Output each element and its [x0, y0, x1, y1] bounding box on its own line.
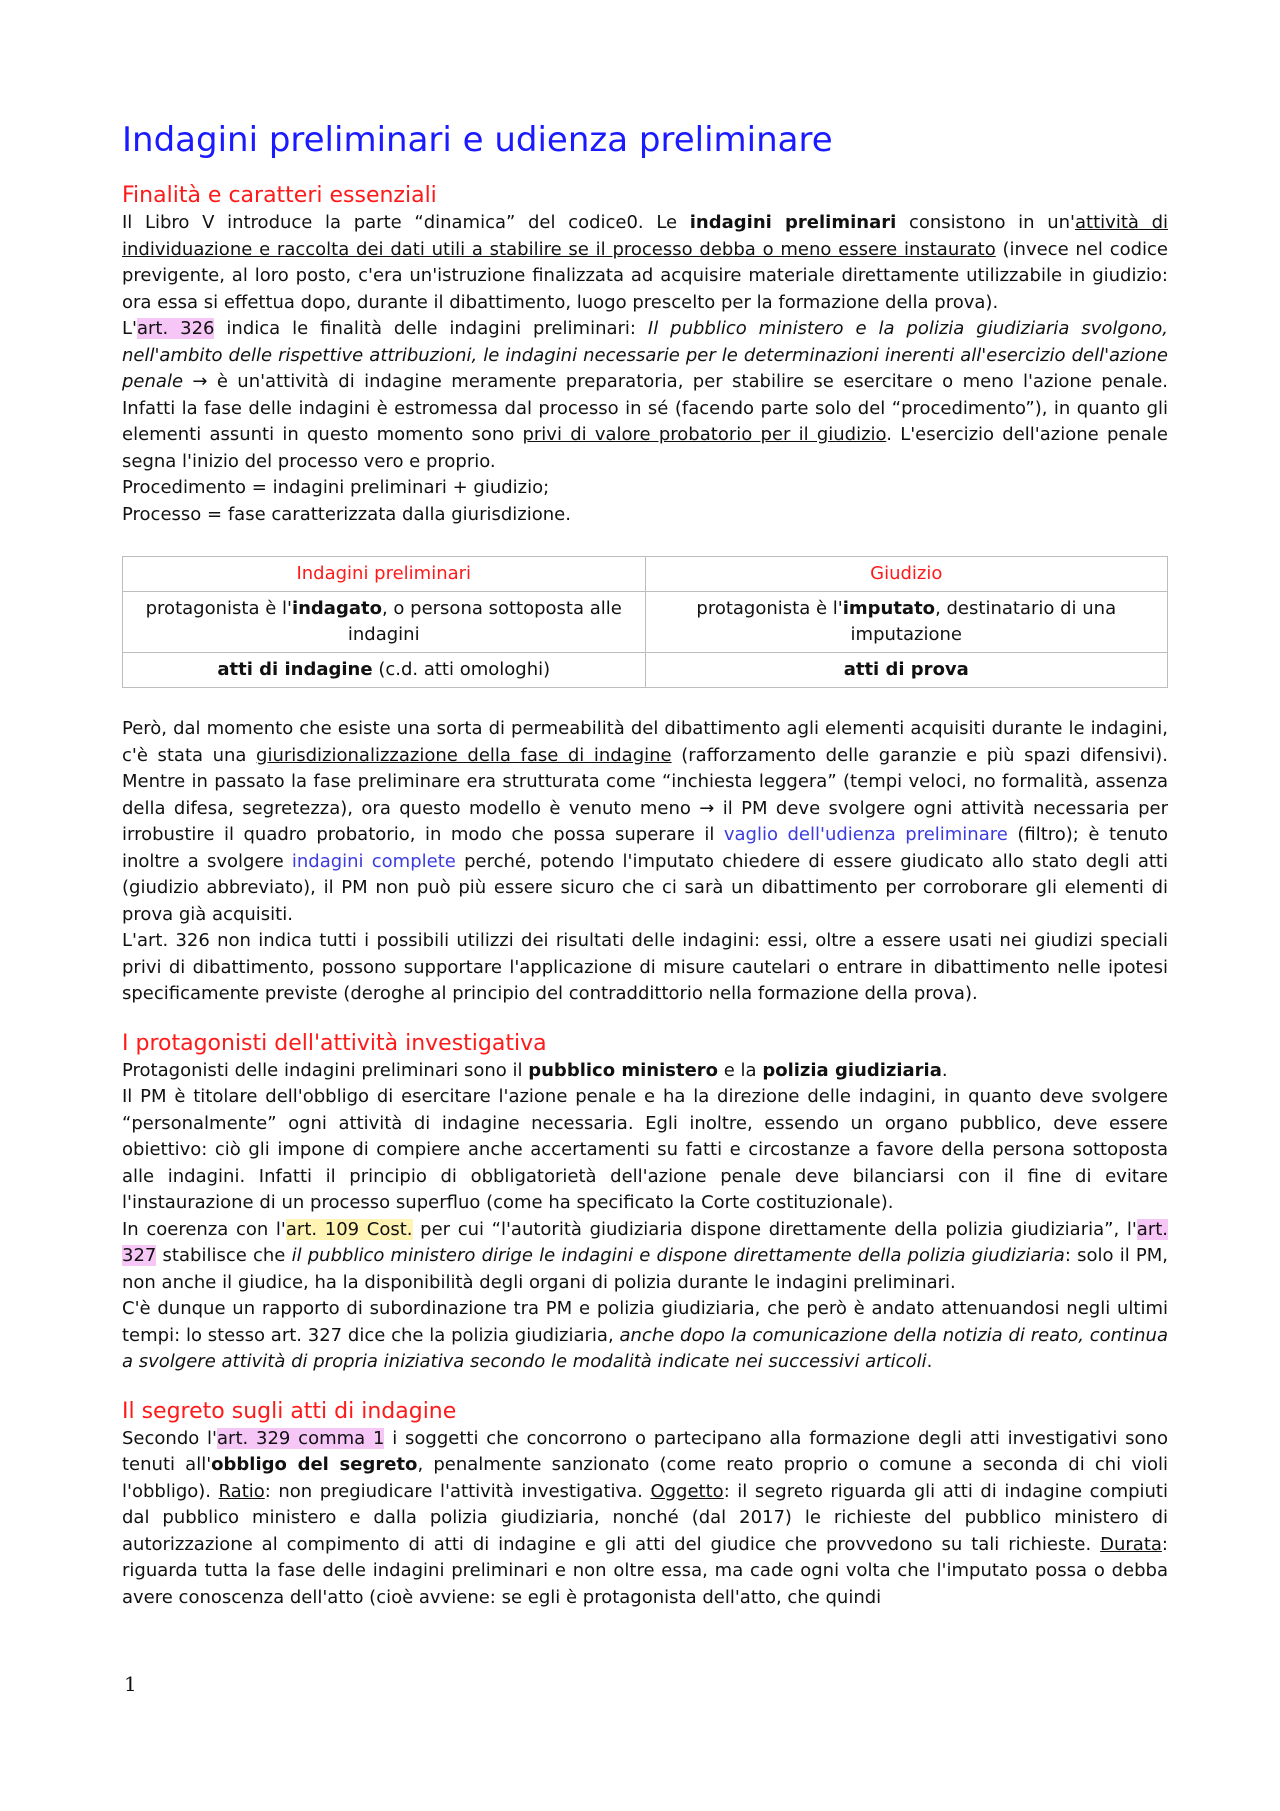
- highlight-ref: art. 329 comma 1: [217, 1427, 385, 1449]
- text: . L'esercizio dell'azione penale segna l'inizio del processo vero e proprio.: [122, 424, 1168, 472]
- bold-text: indagini preliminari: [689, 212, 897, 233]
- text: protagonista è l': [696, 598, 843, 619]
- paragraph: [122, 1058, 1168, 1085]
- paragraph: Procedimento = indagini preliminari + giudizio;: [122, 477, 550, 498]
- text: : riguarda tutta la fase delle indagini preliminari e non oltre essa, ma cade ogni volta che l'imputato possa o debba avere conoscenza dell'atto (cioè avviene: se egli è protagonista dell'atto, che quindi: [122, 1533, 1168, 1608]
- comparison-table: [122, 556, 1168, 688]
- document-page: [122, 118, 1168, 1611]
- paragraph: [122, 1426, 1168, 1612]
- underlined-text: Ratio: [218, 1480, 265, 1502]
- text: → è un'attività di indagine meramente preparatoria, per stabilire se esercitare o meno l'azione penale. Infatti la fase delle indagini è estromessa dal processo in sé (facendo parte solo del “procedimento”), in quanto gli elementi assunti in questo momento sono: [122, 371, 1168, 445]
- underlined-text: privi di valore probatorio per il giudizio: [522, 424, 887, 445]
- section-heading-segreto: Il segreto sugli atti di indagine: [122, 1398, 457, 1424]
- text: e la: [718, 1059, 763, 1081]
- bold-text: obbligo del segreto: [211, 1454, 418, 1475]
- text: Protagonisti delle indagini preliminari sono il: [122, 1059, 529, 1081]
- table-row: [123, 592, 1168, 653]
- text: Secondo l': [122, 1427, 218, 1449]
- paragraph: [122, 210, 1168, 316]
- text: C'è dunque un rapporto di subordinazione tra PM e polizia giudiziaria, che però è andato attenuandosi negli ultimi tempi: lo stesso art. 327 dice che la polizia giudiziaria,: [122, 1298, 1168, 1346]
- text: (rafforzamento delle garanzie e più spazi difensivi). Mentre in passato la fase preliminare era strutturata come “inchiesta leggera” (tempi veloci, no formalità, assenza della difesa, segretezza), ora questo modello è venuto meno → il PM deve svolgere ogni attività necessaria per irrobustire il quadro probatorio, in modo che possa superare il: [122, 744, 1169, 845]
- text: Il Libro V introduce la parte “dinamica” del codice0. Le: [122, 212, 690, 233]
- text: protagonista è l': [145, 598, 292, 619]
- blue-text: indagini complete: [291, 850, 456, 872]
- text: L': [122, 318, 137, 339]
- text: , o persona sottoposta alle indagini: [347, 598, 622, 645]
- bold-text: atti di prova: [843, 659, 969, 680]
- paragraph: [122, 316, 1168, 475]
- text: (filtro); è tenuto inoltre a svolgere: [122, 824, 1168, 872]
- text: .: [926, 1351, 933, 1372]
- table-header: Indagini preliminari: [123, 557, 646, 592]
- paragraph: [122, 1296, 1168, 1376]
- table-row: [123, 653, 1168, 688]
- table-cell: [645, 592, 1168, 653]
- italic-quote: il pubblico ministero dirige le indagini e dispone direttamente della polizia giudiziaria: [291, 1245, 1065, 1266]
- section-heading-finalita: Finalità e caratteri essenziali: [122, 183, 437, 208]
- text: per cui “l'autorità giudiziaria dispone direttamente della polizia giudiziaria”, l': [412, 1218, 1137, 1240]
- text: indica le finalità delle indagini preliminari:: [214, 318, 648, 339]
- table-cell: [123, 592, 646, 653]
- text: .: [941, 1059, 948, 1081]
- paragraph: [122, 1217, 1168, 1297]
- bold-text: atti di indagine: [217, 659, 373, 680]
- text: (invece nel codice previgente, al loro posto, c'era un'istruzione finalizzata ad acquisire materiale direttamente utilizzabile in giudizio: ora essa si effettua dopo, durante il dibattimento, luogo prescelto per la formazione della prova).: [122, 238, 1168, 313]
- underlined-text: Durata: [1100, 1533, 1162, 1555]
- blue-text: vaglio dell'udienza preliminare: [723, 824, 1008, 845]
- paragraph: Processo = fase caratterizzata dalla giurisdizione.: [122, 503, 571, 525]
- table-cell: [645, 653, 1168, 688]
- underlined-text: attività di individuazione e raccolta dei dati utili a stabilire se il processo debba o meno essere instaurato: [122, 212, 1168, 260]
- italic-quote: anche dopo la comunicazione della notizia di reato, continua a svolgere attività di propria iniziativa secondo le modalità indicate nei successivi articoli: [122, 1324, 1168, 1372]
- text: : il segreto riguarda gli atti di indagine compiuti dal pubblico ministero e dalla polizia giudiziaria, nonché (dal 2017) le richieste del pubblico ministero di autorizzazione al compimento di atti di indagine e gli atti del giudice che provvedono su tali richieste.: [122, 1480, 1168, 1555]
- document-title: Indagini preliminari e udienza preliminare: [122, 120, 833, 160]
- text: : non pregiudicare l'attività investigativa.: [264, 1480, 651, 1502]
- underlined-text: Oggetto: [650, 1480, 724, 1502]
- bold-text: indagato: [291, 598, 382, 619]
- paragraph: Il PM è titolare dell'obbligo di esercitare l'azione penale e ha la direzione delle indagini, in quanto deve svolgere “personalmente” ogni attività di indagine necessaria. Egli inoltre, essendo un organo pubblico, deve essere obiettivo: ciò gli impone di compiere anche accertamenti su fatti e circostanze a favore della persona sottoposta alle indagini. Infatti il principio di obbligatorietà dell'azione penale deve bilanciarsi con il fine di evitare l'instaurazione di un processo superfluo (come ha specificato la Corte costituzionale).: [122, 1086, 1168, 1213]
- page-number: 1: [124, 1672, 137, 1696]
- text: consistono in un': [896, 212, 1076, 233]
- bold-text: polizia giudiziaria: [762, 1059, 942, 1081]
- highlight-ref: art. 326: [136, 318, 215, 339]
- paragraph: L'art. 326 non indica tutti i possibili utilizzi dei risultati delle indagini: essi, oltre a essere usati nei giudizi speciali privi di dibattimento, possono supportare l'applicazione di misure cautelari o entrare in dibattimento nelle ipotesi specificamente previste (deroghe al principio del contraddittorio nella formazione della prova).: [122, 930, 1168, 1004]
- highlight-ref: art. 327: [122, 1218, 1169, 1266]
- italic-quote: Il pubblico ministero e la polizia giudiziaria svolgono, nell'ambito delle rispettive attribuzioni, le indagini necessarie per le determinazioni inerenti all'esercizio dell'azione penale: [122, 318, 1168, 392]
- highlight-ref: art. 109 Cost.: [285, 1218, 413, 1240]
- text: , penalmente sanzionato (come reato proprio o comune a seconda di chi violi l'obbligo).: [122, 1454, 1169, 1502]
- paragraph: [122, 716, 1168, 928]
- text: In coerenza con l': [122, 1218, 286, 1240]
- text: (c.d. atti omologhi): [372, 659, 551, 680]
- table-header: Giudizio: [645, 557, 1168, 592]
- table-header-row: [123, 557, 1168, 592]
- text: Però, dal momento che esiste una sorta di permeabilità del dibattimento agli elementi acquisiti durante le indagini, c'è stata una: [122, 718, 1168, 766]
- text: : solo il PM, non anche il giudice, ha la disponibilità degli organi di polizia durante le indagini preliminari.: [122, 1245, 1168, 1293]
- text: , destinatario di una imputazione: [850, 598, 1117, 645]
- underlined-text: giurisdizionalizzazione della fase di indagine: [256, 744, 672, 766]
- text: stabilisce che: [156, 1245, 292, 1266]
- text: i soggetti che concorrono o partecipano alla formazione degli atti investigativi sono tenuti all': [122, 1427, 1168, 1475]
- text: perché, potendo l'imputato chiedere di essere giudicato allo stato degli atti (giudizio abbreviato), il PM non può più essere sicuro che ci sarà un dibattimento per corroborare gli elementi di prova già acquisiti.: [122, 850, 1168, 925]
- table-cell: [123, 653, 646, 688]
- bold-text: imputato: [842, 598, 936, 619]
- section-heading-protagonisti: I protagonisti dell'attività investigativa: [122, 1030, 547, 1056]
- bold-text: pubblico ministero: [528, 1059, 719, 1081]
